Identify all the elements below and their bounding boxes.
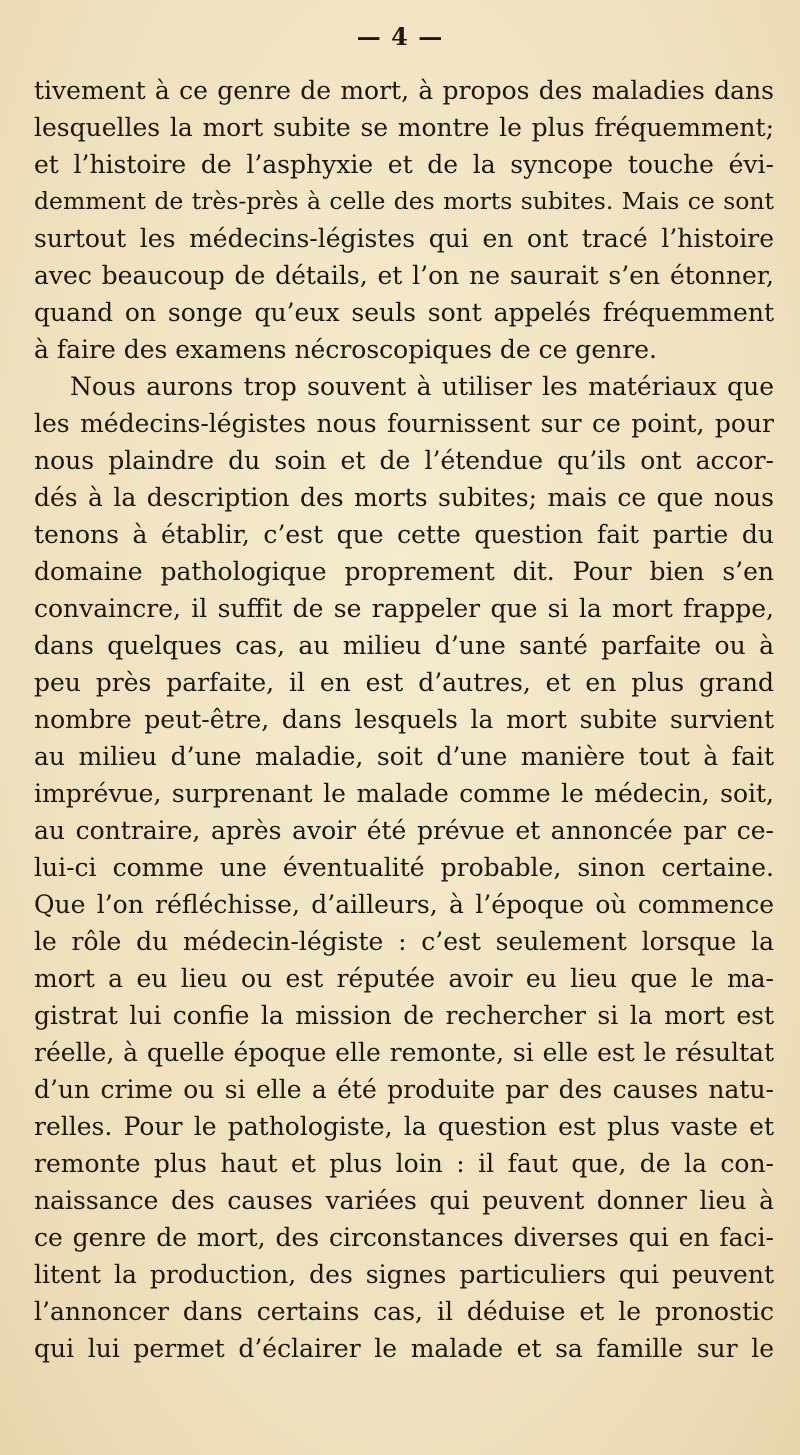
text-line: imprévue, surprenant le malade comme le médecin, soit, (34, 779, 774, 808)
text-line: lesquelles la mort subite se montre le plus fréquemment; (34, 113, 774, 142)
text-line: remonte plus haut et plus loin : il faut que, de la con- (34, 1149, 774, 1178)
text-line: réelle, à quelle époque elle remonte, si elle est le résultat (34, 1038, 774, 1067)
text-line: nous plaindre du soin et de l’étendue qu’ils ont accor- (34, 446, 774, 475)
text-line: dés à la description des morts subites; mais ce que nous (34, 483, 774, 512)
text-line: avec beaucoup de détails, et l’on ne saurait s’en étonner, (34, 261, 774, 290)
text-line: surtout les médecins-légistes qui en ont tracé l’histoire (34, 224, 774, 253)
text-line: demment de très-près à celle des morts subites. Mais ce sont (34, 187, 774, 215)
text-line: naissance des causes variées qui peuvent donner lieu à (34, 1186, 774, 1215)
text-line: quand on songe qu’eux seuls sont appelés fréquemment (34, 298, 774, 327)
text-line: convaincre, il suffit de se rappeler que si la mort frappe, (34, 594, 774, 623)
text-line: qui lui permet d’éclairer le malade et sa famille sur le (34, 1334, 774, 1363)
text-line: domaine pathologique proprement dit. Pour bien s’en (34, 557, 774, 586)
text-line: à faire des examens nécroscopiques de ce genre. (34, 335, 657, 364)
text-line: le rôle du médecin-légiste : c’est seulement lorsque la (34, 927, 774, 956)
text-line: mort a eu lieu ou est réputée avoir eu lieu que le ma- (34, 964, 774, 993)
text-line: dans quelques cas, au milieu d’une santé parfaite ou à (34, 631, 774, 660)
text-line: peu près parfaite, il en est d’autres, et en plus grand (34, 668, 774, 697)
text-line: l’annoncer dans certains cas, il déduise et le pronostic (34, 1297, 774, 1326)
text-line: tivement à ce genre de mort, à propos des maladies dans (34, 76, 774, 105)
text-line: les médecins-légistes nous fournissent sur ce point, pour (34, 409, 774, 438)
text-line: gistrat lui confie la mission de rechercher si la mort est (34, 1001, 774, 1030)
page-number: — 4 — (356, 22, 444, 51)
text-line: et l’histoire de l’asphyxie et de la syncope touche évi- (34, 150, 774, 179)
text-line: au contraire, après avoir été prévue et annoncée par ce- (34, 816, 774, 845)
text-line: tenons à établir, c’est que cette question fait partie du (34, 520, 774, 549)
text-line: nombre peut-être, dans lesquels la mort subite survient (34, 705, 774, 734)
text-line: litent la production, des signes particuliers qui peuvent (34, 1260, 774, 1289)
body-text (34, 72, 774, 1367)
text-line: Nous aurons trop souvent à utiliser les matériaux que (70, 372, 774, 401)
text-line: ce genre de mort, des circonstances diverses qui en faci- (34, 1223, 774, 1252)
text-line: relles. Pour le pathologiste, la question est plus vaste et (34, 1112, 774, 1141)
text-line: au milieu d’une maladie, soit d’une manière tout à fait (34, 742, 774, 771)
text-line: Que l’on réfléchisse, d’ailleurs, à l’époque où commence (34, 890, 774, 919)
text-line: lui-ci comme une éventualité probable, sinon certaine. (34, 853, 774, 882)
text-line: d’un crime ou si elle a été produite par des causes natu- (34, 1075, 774, 1104)
